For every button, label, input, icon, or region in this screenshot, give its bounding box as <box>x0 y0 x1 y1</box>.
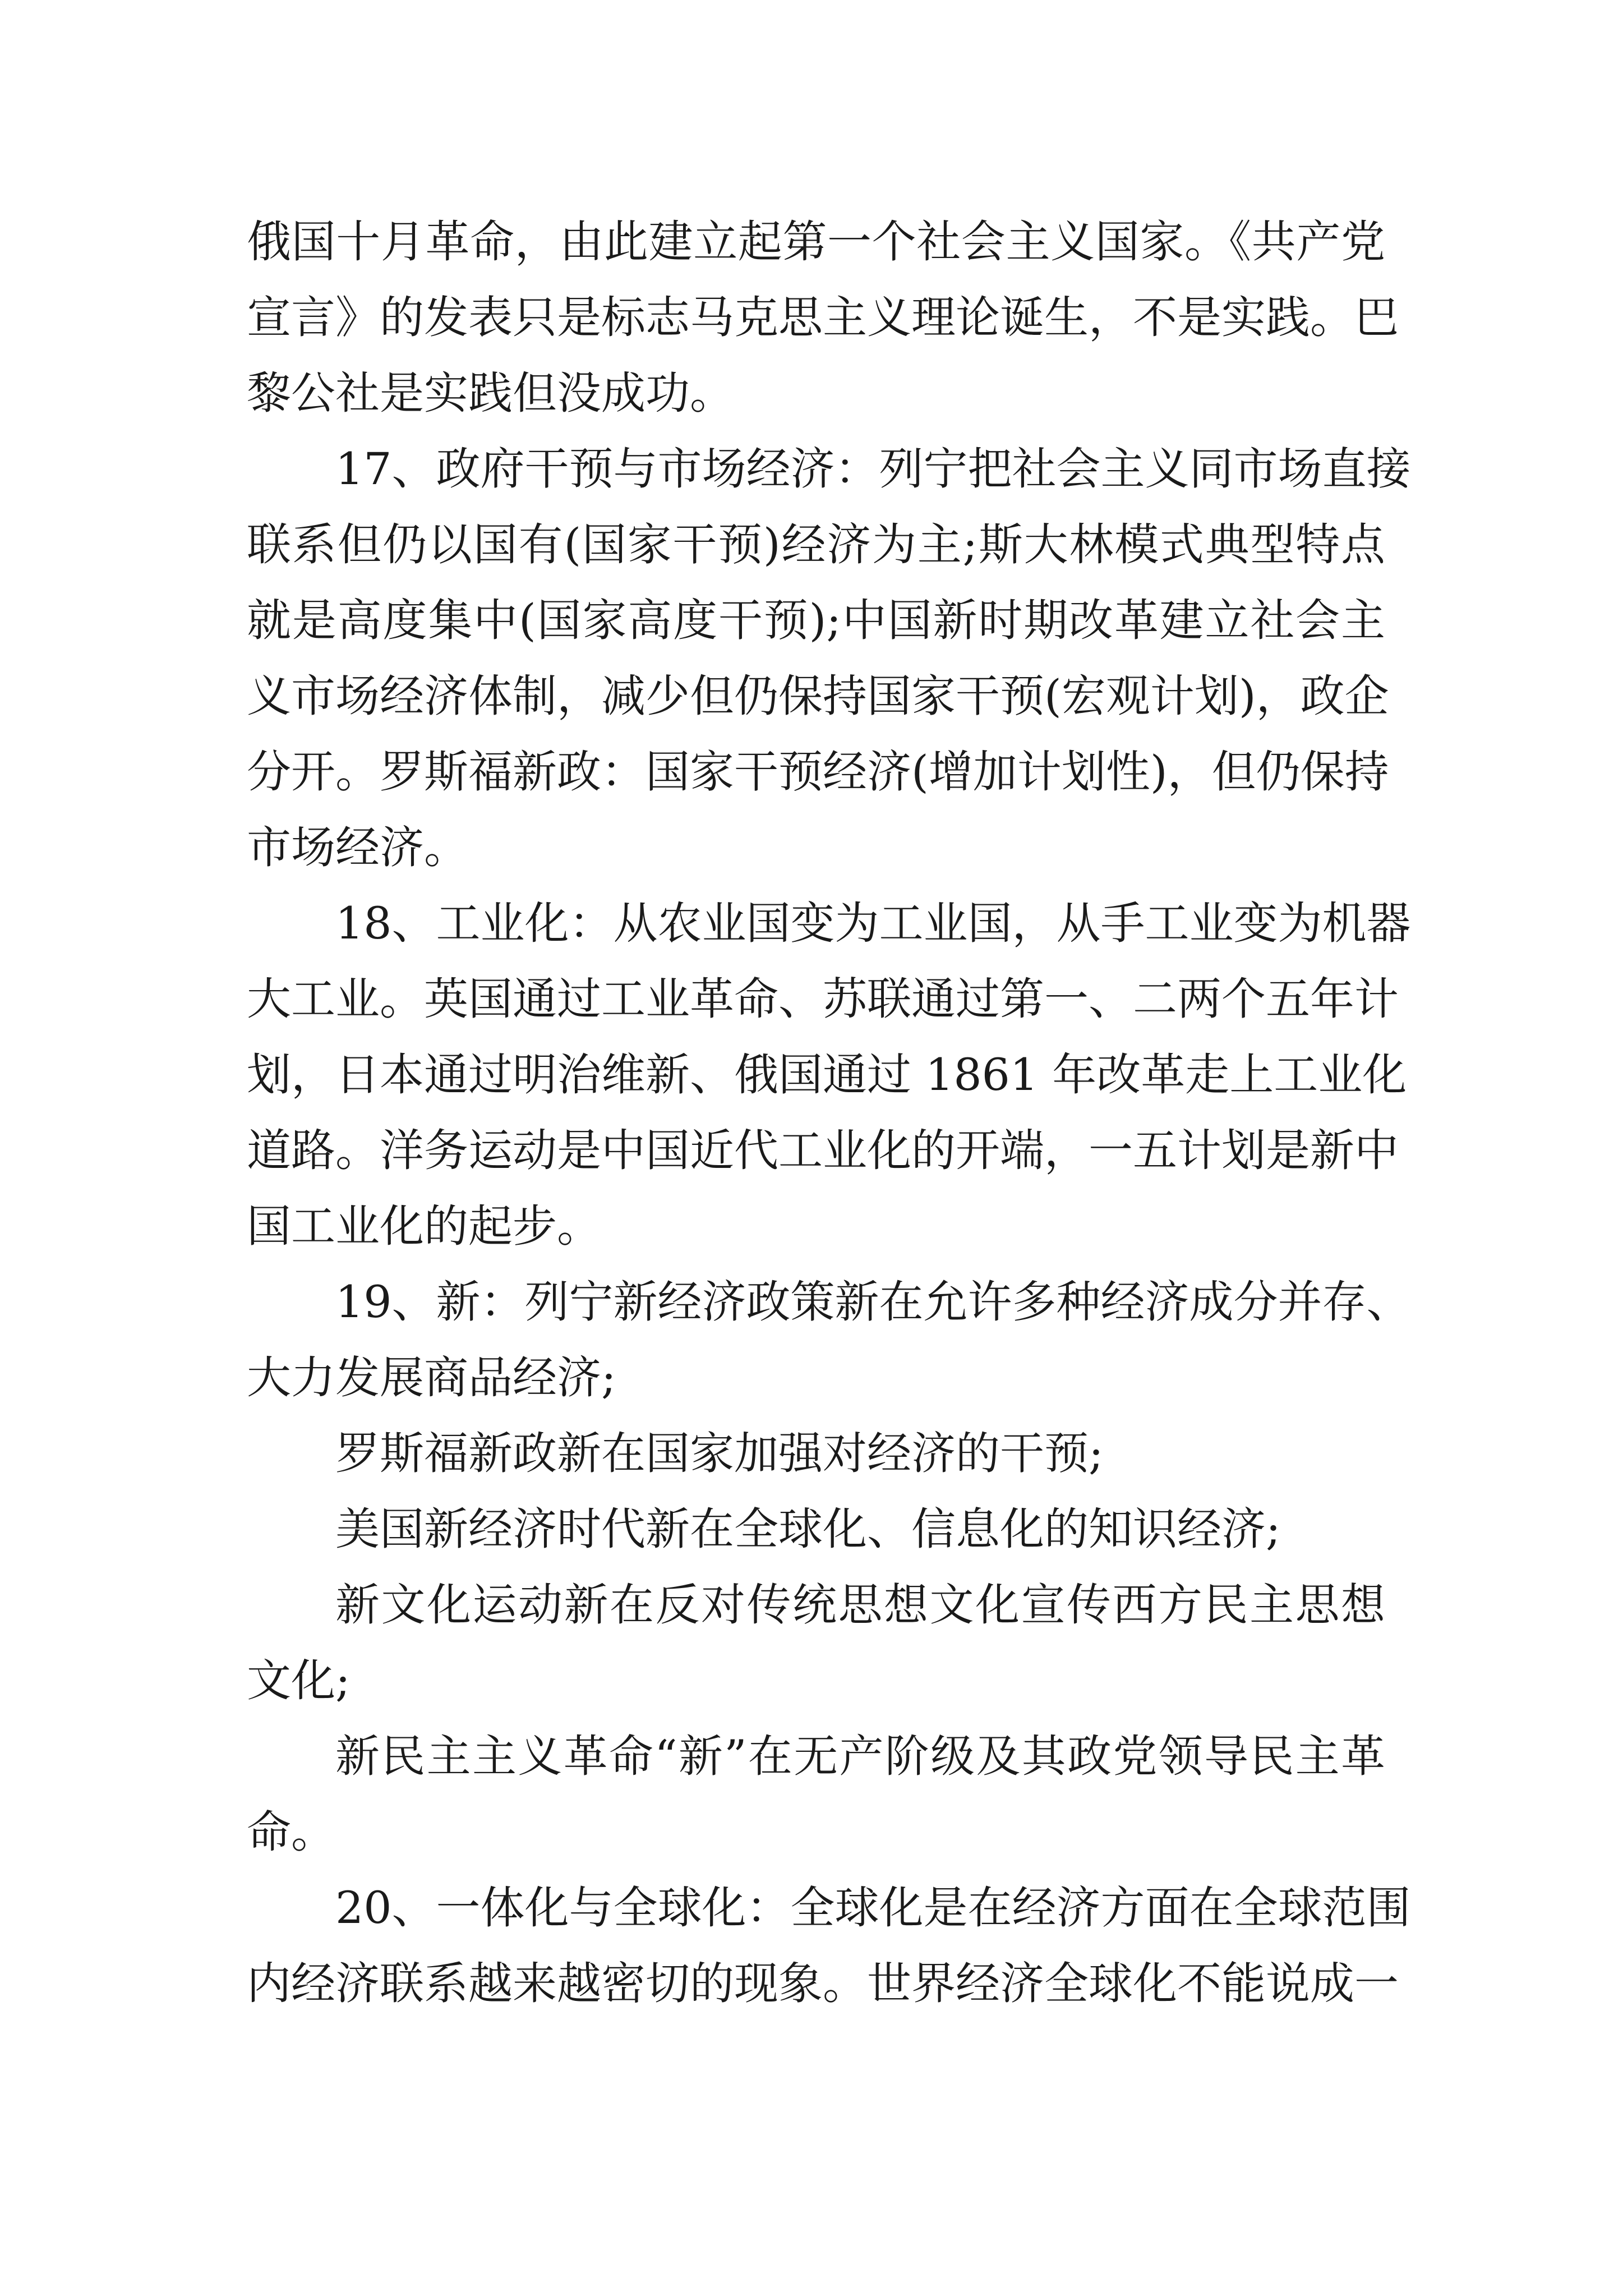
text-line: 罗斯福新政新在国家加强对经济的干预; <box>335 1428 1104 1479</box>
text-line: 大工业。英国通过工业革命、苏联通过第一、二两个五年计 <box>247 973 1399 1025</box>
text-line: 20、一体化与全球化：全球化是在经济方面在全球范围 <box>335 1882 1411 1934</box>
text-line: 新文化运动新在反对传统思想文化宣传西方民主思想 <box>335 1579 1385 1631</box>
text-line: 划，日本通过明治维新、俄国通过 1861 年改革走上工业化 <box>247 1049 1407 1101</box>
text-line: 命。 <box>247 1806 335 1858</box>
text-line: 就是高度集中(国家高度干预);中国新时期改革建立社会主 <box>247 595 1385 646</box>
text-line: 黎公社是实践但没成功。 <box>247 367 734 419</box>
text-line: 联系但仍以国有(国家干预)经济为主;斯大林模式典型特点 <box>247 519 1385 570</box>
text-line: 18、工业化：从农业国变为工业国，从手工业变为机器 <box>335 898 1411 949</box>
text-line: 美国新经济时代新在全球化、信息化的知识经济; <box>335 1503 1281 1555</box>
text-line: 内经济联系越来越密切的现象。世界经济全球化不能说成一 <box>247 1958 1399 2009</box>
text-line: 俄国十月革命，由此建立起第一个社会主义国家。《共产党 <box>247 216 1385 268</box>
text-line: 19、新：列宁新经济政策新在允许多种经济成分并存、 <box>335 1276 1411 1328</box>
text-line: 市场经济。 <box>247 822 468 873</box>
text-line: 文化; <box>247 1655 351 1706</box>
text-line: 新民主主义革命“新”在无产阶级及其政党领导民主革 <box>335 1731 1385 1782</box>
text-line: 分开。罗斯福新政：国家干预经济(增加计划性)，但仍保持 <box>247 746 1389 798</box>
text-line: 大力发展商品经济; <box>247 1352 616 1404</box>
text-line: 17、政府干预与市场经济：列宁把社会主义同市场直接 <box>335 443 1411 495</box>
text-line: 道路。洋务运动是中国近代工业化的开端，一五计划是新中 <box>247 1125 1399 1176</box>
text-line: 国工业化的起步。 <box>247 1200 601 1252</box>
text-line: 义市场经济体制，减少但仍保持国家干预(宏观计划)，政企 <box>247 670 1389 722</box>
text-line: 宣言》的发表只是标志马克思主义理论诞生，不是实践。巴 <box>247 292 1399 343</box>
